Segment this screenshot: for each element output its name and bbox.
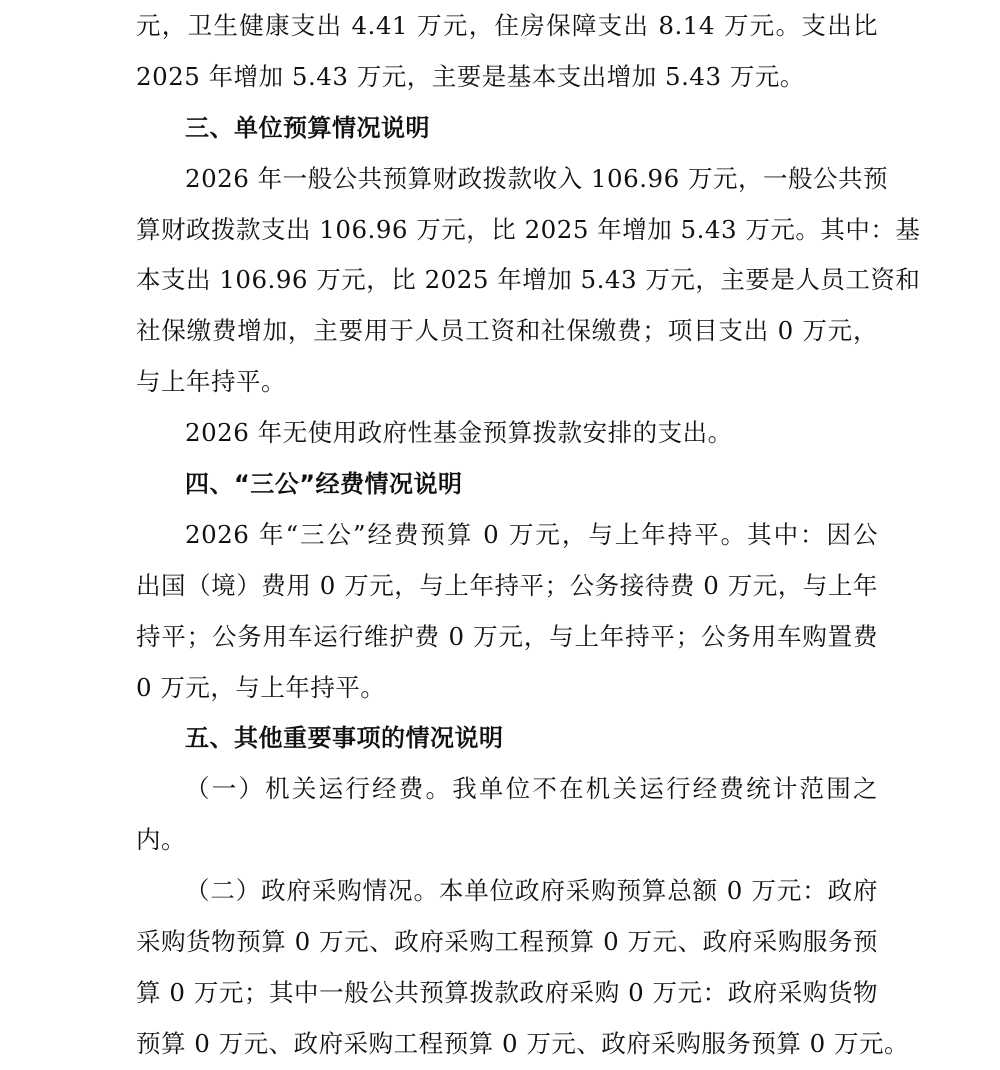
- paragraph-line: 预算 0 万元、政府采购工程预算 0 万元、政府采购服务预算 0 万元。: [136, 1028, 909, 1058]
- document-page: [136, 0, 921, 1070]
- paragraph-line: （二）政府采购情况。本单位政府采购预算总额 0 万元：政府: [185, 876, 878, 906]
- paragraph-line: 2025 年增加 5.43 万元，主要是基本支出增加 5.43 万元。: [136, 61, 805, 91]
- paragraph-line: （一）机关运行经费。我单位不在机关运行经费统计范围之: [185, 774, 878, 804]
- paragraph-line: 与上年持平。: [136, 367, 286, 397]
- paragraph-line: 算 0 万元；其中一般公共预算拨款政府采购 0 万元：政府采购货物: [136, 977, 878, 1007]
- section-heading: 五、其他重要事项的情况说明: [185, 724, 504, 753]
- paragraph-line: 内。: [136, 825, 186, 855]
- paragraph-line: 2026 年一般公共预算财政拨款收入 106.96 万元，一般公共预: [185, 163, 888, 193]
- section-heading: 三、单位预算情况说明: [185, 113, 430, 142]
- paragraph-line: 出国（境）费用 0 万元，与上年持平；公务接待费 0 万元，与上年: [136, 570, 878, 600]
- paragraph-line: 采购货物预算 0 万元、政府采购工程预算 0 万元、政府采购服务预: [136, 927, 878, 957]
- paragraph-line: 持平；公务用车运行维护费 0 万元，与上年持平；公务用车购置费: [136, 621, 878, 651]
- section-heading: 四、“三公”经费情况说明: [185, 470, 463, 499]
- paragraph-line: 2026 年无使用政府性基金预算拨款安排的支出。: [185, 418, 733, 448]
- paragraph-line: 2026 年“三公”经费预算 0 万元，与上年持平。其中：因公: [185, 519, 878, 549]
- paragraph-line: 本支出 106.96 万元，比 2025 年增加 5.43 万元，主要是人员工资和: [136, 265, 921, 295]
- paragraph-line: 社保缴费增加，主要用于人员工资和社保缴费；项目支出 0 万元，: [136, 316, 878, 346]
- paragraph-line: 元，卫生健康支出 4.41 万元，住房保障支出 8.14 万元。支出比: [136, 11, 878, 40]
- paragraph-line: 算财政拨款支出 106.96 万元，比 2025 年增加 5.43 万元。其中：基: [136, 214, 921, 244]
- paragraph-line: 0 万元，与上年持平。: [136, 672, 386, 702]
